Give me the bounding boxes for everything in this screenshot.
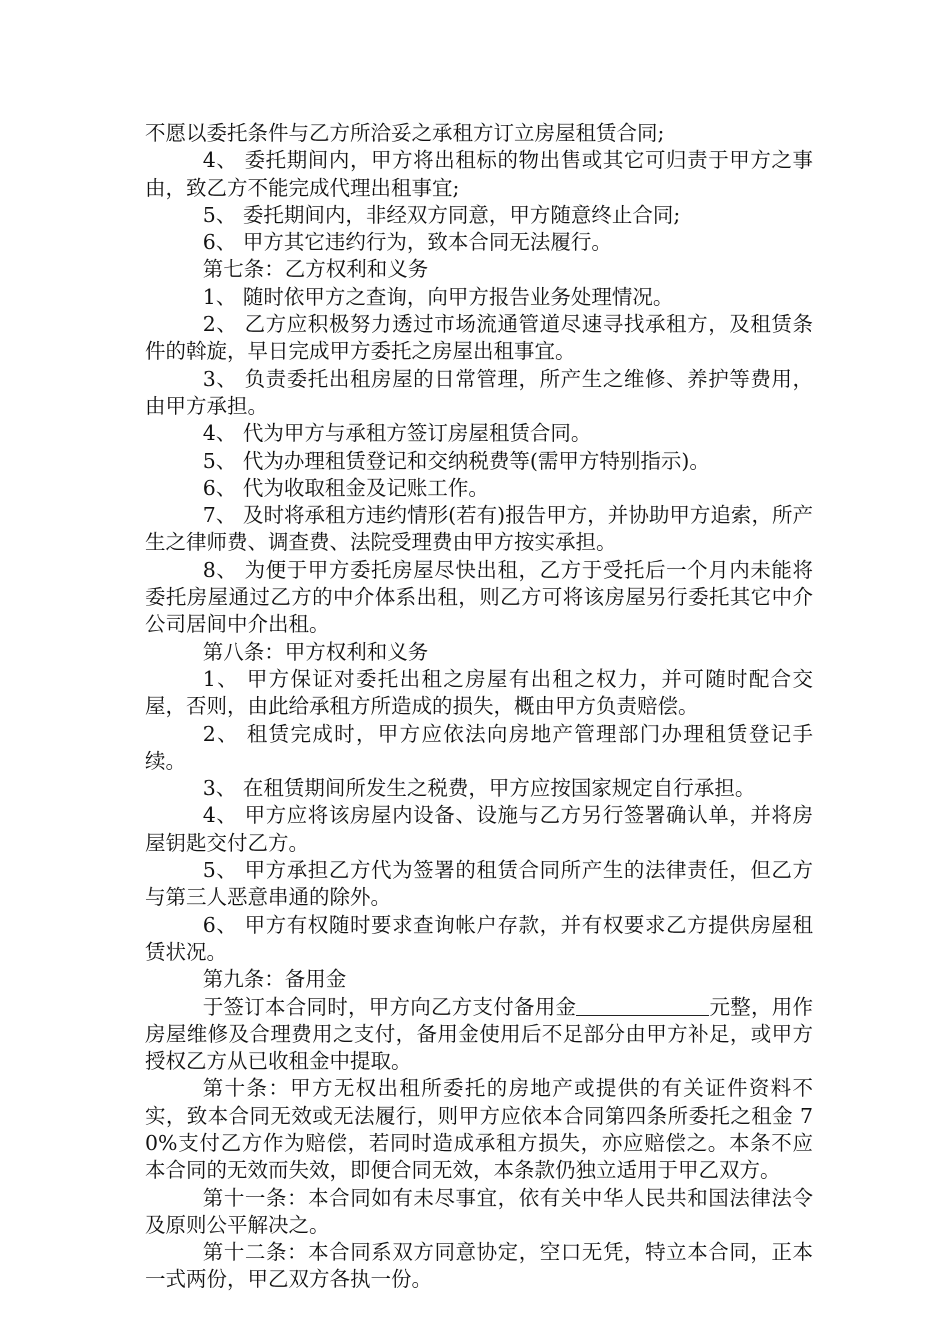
paragraph: 4、 代为甲方与承租方签订房屋租赁合同。 xyxy=(202,421,592,446)
paragraph: 不愿以委托条件与乙方所洽妥之承租方订立房屋租赁合同; xyxy=(145,121,665,145)
article-heading: 第七条：乙方权利和义务 xyxy=(202,257,429,282)
paragraph: 5、 代为办理租赁登记和交纳税费等(需甲方特别指示)。 xyxy=(202,448,710,473)
paragraph: 8、 为便于甲方委托房屋尽快出租，乙方于受托后一个月内未能将委托房屋通过乙方的中介体系出租，则乙方可将该房屋另行委托其它中介公司居间中介出租。 xyxy=(145,557,813,637)
paragraph: 6、 代为收取租金及记账工作。 xyxy=(202,475,489,500)
paragraph: 6、 甲方有权随时要求查询帐户存款，并有权要求乙方提供房屋租赁状况。 xyxy=(145,912,813,964)
amount-blank-line xyxy=(576,994,709,1016)
document-body xyxy=(145,120,813,1294)
article-paragraph: 第十一条：本合同如有未尽事宜，依有关中华人民共和国法律法令及原则公平解决之。 xyxy=(145,1185,813,1237)
reserve-fund-text-before: 于签订本合同时，甲方向乙方支付备用金 xyxy=(202,994,577,1019)
article-heading: 第九条：备用金 xyxy=(202,967,347,992)
paragraph: 2、 租赁完成时，甲方应依法向房地产管理部门办理租赁登记手续。 xyxy=(145,721,813,773)
paragraph: 1、 随时依甲方之查询，向甲方报告业务处理情况。 xyxy=(202,284,674,309)
reserve-fund-text-after: 元整，用作房屋维修及合理费用之支付，备用金使用后不足部分由甲方补足，或甲方授权乙方从已收租金中提取。 xyxy=(145,994,814,1074)
paragraph: 6、 甲方其它违约行为，致本合同无法履行。 xyxy=(202,230,612,255)
paragraph: 3、 负责委托出租房屋的日常管理，所产生之维修、养护等费用，由甲方承担。 xyxy=(145,366,813,418)
paragraph: 4、 甲方应将该房屋内设备、设施与乙方另行签署确认单，并将房屋钥匙交付乙方。 xyxy=(145,803,813,855)
paragraph: 4、 委托期间内，甲方将出租标的物出售或其它可归责于甲方之事由，致乙方不能完成代理出租事宜; xyxy=(145,148,813,200)
reserve-fund-paragraph xyxy=(145,994,813,1076)
paragraph: 1、 甲方保证对委托出租之房屋有出租之权力，并可随时配合交屋，否则，由此给承租方所造成的损失，概由甲方负责赔偿。 xyxy=(145,666,813,719)
paragraph: 5、 委托期间内，非经双方同意，甲方随意终止合同; xyxy=(202,202,681,227)
paragraph: 5、 甲方承担乙方代为签署的租赁合同所产生的法律责任，但乙方与第三人恶意串通的除外。 xyxy=(145,858,813,910)
article-paragraph: 第十二条：本合同系双方同意协定，空口无凭，特立本合同，正本一式两份，甲乙双方各执一份。 xyxy=(145,1240,813,1292)
paragraph: 3、 在租赁期间所发生之税费，甲方应按国家规定自行承担。 xyxy=(202,776,756,801)
paragraph: 2、 乙方应积极努力透过市场流通管道尽速寻找承租方，及租赁条件的斡旋，早日完成甲方委托之房屋出租事宜。 xyxy=(145,312,813,364)
article-paragraph: 第十条：甲方无权出租所委托的房地产或提供的有关证件资料不实，致本合同无效或无法履行，则甲方应依本合同第四条所委托之租金 70%支付乙方作为赔偿，若同时造成承租方损失，亦应赔偿之。本条不应本合同的无效而失效，即便合同无效，本条款仍独立适用于甲乙双方。 xyxy=(145,1076,813,1183)
article-heading: 第八条：甲方权利和义务 xyxy=(202,639,429,664)
paragraph: 7、 及时将承租方违约情形(若有)报告甲方，并协助甲方追索，所产生之律师费、调查费、法院受理费由甲方按实承担。 xyxy=(145,503,813,555)
